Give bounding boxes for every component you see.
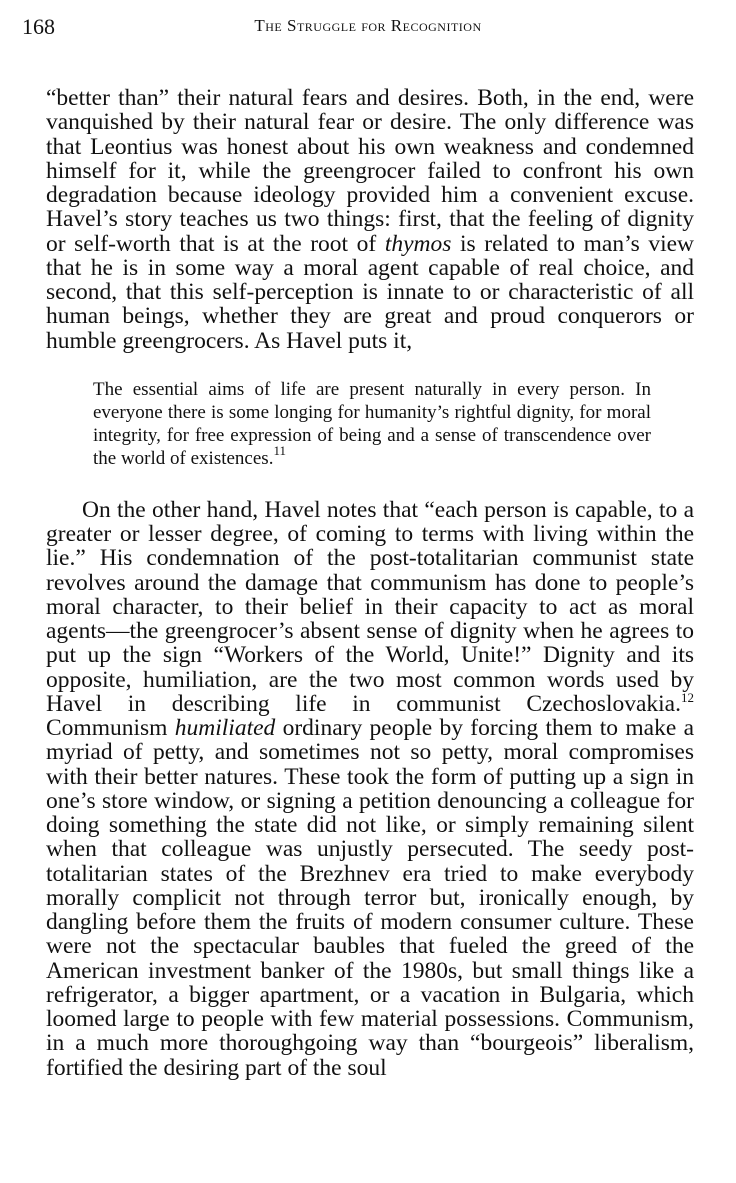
italic-term: thymos <box>384 230 452 257</box>
quote-text: The essential aims of life are present naturally in every person. In everyone there is some longing for humanity’s rightful dignity, for moral integrity, for free expression of being and a sense of transcendence over the world of existences. <box>93 378 651 469</box>
paragraph-text: Communism <box>46 715 175 741</box>
paragraph-text: “better than” their natural fears and desires. Both, in the end, were vanquished by their natural fear or desire. The only difference was that Leontius was honest about his own weakness and condemned himself for it, while the greengrocer failed to confront his own degradation because ideology provided him a convenient excuse. Havel’s story teaches us two things: first, that the feeling of dignity or self-worth that is at the root of <box>46 85 694 257</box>
paragraph <box>46 498 694 1080</box>
block-quote <box>93 378 651 470</box>
paragraph <box>46 86 694 353</box>
paragraph-text: On the other hand, Havel notes that “each person is capable, to a greater or lesser degree, of coming to terms with living within the lie.” His condemnation of the post-totalitarian communist state revolves around the damage that communism has done to people’s moral character, to their belief in their capacity to act as moral agents—the greengrocer’s absent sense of dignity when he agrees to put up the sign “Workers of the World, Unite!” Dignity and its opposite, humiliation, are the two most common words used by Havel in describing life in communist Czechoslovakia. <box>46 496 694 717</box>
running-head: The Struggle for Recognition <box>254 16 482 35</box>
footnote-marker: 11 <box>273 442 286 458</box>
italic-term: humiliated <box>174 715 276 741</box>
paragraph-text: is related to man’s view that he is in some way a moral agent capable of real choice, and second, that this self-perception is innate to or characteristic of all human beings, whether they are great and proud conquerors or humble greengrocers. As Havel puts it, <box>46 230 695 354</box>
footnote-marker: 12 <box>681 689 694 705</box>
page-header <box>14 14 722 44</box>
paragraph-text: ordinary people by forcing them to make a myriad of petty, and sometimes not so petty, moral compromises with their better natures. These took the form of putting up a sign in one’s store window, or signing a petition denouncing a colleague for doing something the state did not like, or simply remaining silent when that colleague was unjustly persecuted. The seedy post-totalitarian states of the Brezhnev era tried to make everybody morally complicit not through terror but, ironically enough, by dangling before them the fruits of modern consumer culture. These were not the spectacular baubles that fueled the greed of the American investment banker of the 1980s, but small things like a refrigerator, a bigger apartment, or a vacation in Bulgaria, which loomed large to people with few material possessions. Communism, in a much more thoroughgoing way than “bourgeois” liberalism, fortified the desiring part of the soul <box>46 715 695 1081</box>
page-number: 168 <box>22 14 55 39</box>
page-body <box>46 86 694 1080</box>
